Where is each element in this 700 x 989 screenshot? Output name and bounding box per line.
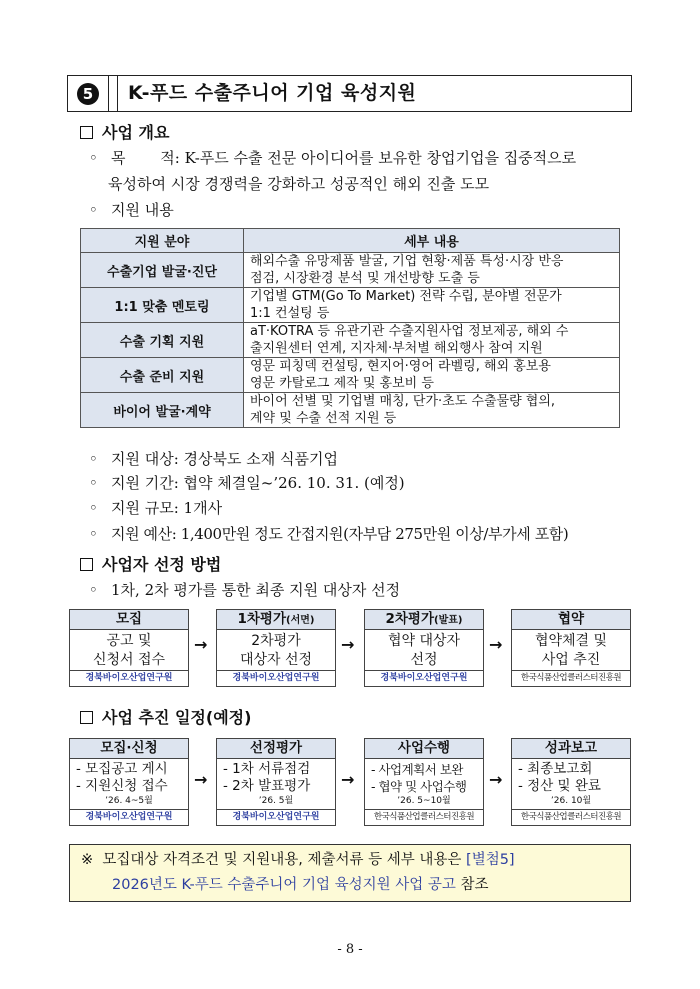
- schedule-step: [511, 738, 631, 826]
- table-cell-detail: aT·KOTRA 등 유관기관 수출지원사업 정보제공, 해외 수 출지원센터 연계, 지자체·부처별 해외행사 참여 지원: [244, 323, 620, 358]
- table-cell-detail: 기업별 GTM(Go To Market) 전략 수립, 분야별 전문가 1:1 컨설팅 등: [244, 288, 620, 323]
- arrow-icon: →: [341, 770, 355, 789]
- schedule-step: [216, 738, 336, 826]
- step-title: 사업수행: [365, 739, 483, 759]
- detail-target: ◦ 지원 대상: 경상북도 소재 식품기업: [89, 450, 338, 468]
- step-org: 한국식품산업클러스터진흥원: [512, 670, 630, 686]
- step-org: 한국식품산업클러스터진흥원: [365, 809, 483, 825]
- table-header-row: [81, 229, 620, 253]
- square-bullet-icon: [80, 126, 93, 139]
- support-content-label: ◦ 지원 내용: [89, 201, 174, 219]
- table-cell-category: 수출 기획 지원: [81, 323, 244, 358]
- step-title: 2차평가(발표): [365, 610, 483, 630]
- step-date: ’26. 4~5월: [105, 796, 153, 806]
- table-row: [81, 358, 620, 393]
- table-row: [81, 323, 620, 358]
- step-org: 경북바이오산업연구원: [365, 670, 483, 686]
- step-body: 공고 및 신청서 접수: [92, 633, 166, 668]
- table-row: [81, 393, 620, 428]
- table-cell-category: 바이어 발굴·계약: [81, 393, 244, 428]
- step-body: - 최종보고회 - 정산 및 완료: [518, 761, 601, 794]
- overview-heading: 사업 개요: [80, 120, 169, 143]
- page-number: - 8 -: [337, 942, 363, 957]
- detail-scale: ◦ 지원 규모: 1개사: [89, 499, 223, 517]
- step-title: 협약: [512, 610, 630, 630]
- step-org: 경북바이오산업연구원: [217, 670, 335, 686]
- arrow-icon: →: [194, 635, 208, 654]
- detail-period: ◦ 지원 기간: 협약 체결일~’26. 10. 31. (예정): [89, 474, 405, 492]
- step-body: - 1차 서류점검 - 2차 발표평가: [223, 761, 311, 794]
- step-org: 경북바이오산업연구원: [217, 809, 335, 825]
- note-box: ※ 모집대상 자격조건 및 지원내용, 제출서류 등 세부 내용은 [별첨5] 2026년도 K-푸드 수출주니어 기업 육성지원 사업 공고 참조: [69, 844, 631, 902]
- step-date: ’26. 10월: [550, 796, 592, 806]
- support-table: [80, 228, 620, 428]
- step-org: 경북바이오산업연구원: [70, 670, 188, 686]
- schedule-step: [69, 738, 189, 826]
- table-cell-detail: 바이어 선별 및 기업별 매칭, 단가·초도 수출물량 협의, 계약 및 수출 선적 지원 등: [244, 393, 620, 428]
- appendix-link[interactable]: [별첨5]: [466, 852, 515, 868]
- table-header: 지원 분야: [81, 229, 244, 253]
- selection-step: [364, 609, 484, 687]
- selection-desc: ◦ 1차, 2차 평가를 통한 최종 지원 대상자 선정: [89, 581, 401, 599]
- detail-budget: ◦ 지원 예산: 1,400만원 정도 간접지원(자부담 275만원 이상/부가세 포함): [89, 525, 569, 543]
- selection-step: [69, 609, 189, 687]
- step-org: 경북바이오산업연구원: [70, 809, 188, 825]
- square-bullet-icon: [80, 711, 93, 724]
- step-body: - 모집공고 게시 - 지원신청 접수: [76, 761, 168, 794]
- step-body: - 사업계획서 보완 - 협약 및 사업수행: [371, 762, 467, 794]
- table-row: [81, 253, 620, 288]
- table-cell-detail: 영문 피칭덱 컨설팅, 현지어·영어 라벨링, 해외 홍보용 영문 카탈로그 제작 및 홍보비 등: [244, 358, 620, 393]
- selection-heading: 사업자 선정 방법: [80, 552, 221, 575]
- arrow-icon: →: [341, 635, 355, 654]
- selection-step: [216, 609, 336, 687]
- table-header: 세부 내용: [244, 229, 620, 253]
- reference-mark-icon: ※: [81, 852, 94, 868]
- step-title: 1차평가(서면): [217, 610, 335, 630]
- section-title: K-푸드 수출주니어 기업 육성지원: [128, 82, 417, 104]
- step-org: 한국식품산업클러스터진흥원: [512, 809, 630, 825]
- arrow-icon: →: [489, 770, 503, 789]
- arrow-icon: →: [489, 635, 503, 654]
- section-title-box: [67, 75, 632, 112]
- table-cell-category: 수출기업 발굴·진단: [81, 253, 244, 288]
- step-date: ’26. 5월: [258, 796, 294, 806]
- selection-step: [511, 609, 631, 687]
- table-cell-detail: 해외수출 유망제품 발굴, 기업 현황·제품 특성·시장 반응 점검, 시장환경 분석 및 개선방향 도출 등: [244, 253, 620, 288]
- step-body: 2차평가 대상자 선정: [239, 633, 313, 668]
- step-date: ’26. 5~10월: [397, 796, 451, 806]
- table-cell-category: 수출 준비 지원: [81, 358, 244, 393]
- purpose-line: ◦ 목 적: K-푸드 수출 전문 아이디어를 보유한 창업기업을 집중적으로: [89, 149, 577, 167]
- table-cell-category: 1:1 맞춤 멘토링: [81, 288, 244, 323]
- arrow-icon: →: [194, 770, 208, 789]
- step-body: 협약체결 및 사업 추진: [534, 633, 608, 668]
- schedule-heading: 사업 추진 일정(예정): [80, 705, 251, 728]
- step-body: 협약 대상자 선정: [387, 633, 461, 668]
- schedule-step: [364, 738, 484, 826]
- step-title: 성과보고: [512, 739, 630, 759]
- step-title: 모집·신청: [70, 739, 188, 759]
- purpose-line-2: 육성하여 시장 경쟁력을 강화하고 성공적인 해외 진출 도모: [108, 175, 490, 193]
- step-title: 모집: [70, 610, 188, 630]
- announcement-link[interactable]: 2026년도 K-푸드 수출주니어 기업 육성지원 사업 공고: [112, 877, 456, 893]
- section-number: 5: [68, 76, 109, 111]
- step-title: 선정평가: [217, 739, 335, 759]
- table-row: [81, 288, 620, 323]
- square-bullet-icon: [80, 558, 93, 571]
